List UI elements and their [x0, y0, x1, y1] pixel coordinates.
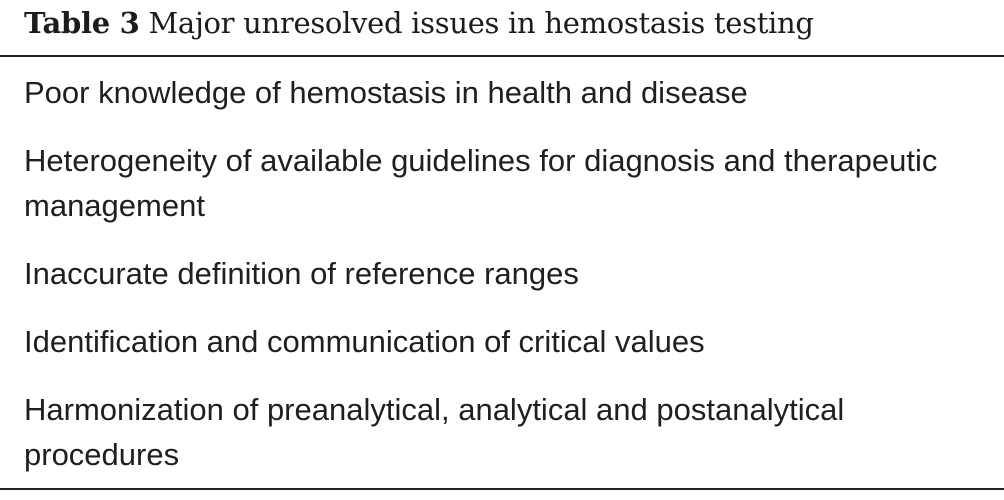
table-title: Major unresolved issues in hemostasis testing — [148, 6, 814, 40]
table-row: Harmonization of preanalytical, analytical and postanalytical procedures — [24, 392, 845, 472]
table-body — [24, 70, 984, 500]
table-caption — [24, 6, 814, 40]
table-bottom-rule — [0, 488, 1004, 490]
table-label: Table 3 — [24, 6, 140, 40]
table-row: Inaccurate definition of reference ranges — [24, 256, 579, 291]
table-top-rule — [0, 55, 1004, 57]
table-row: Identification and communication of critical values — [24, 324, 705, 359]
table-row: Heterogeneity of available guidelines for diagnosis and therapeutic management — [24, 143, 938, 223]
table-row: Poor knowledge of hemostasis in health and disease — [24, 75, 748, 110]
